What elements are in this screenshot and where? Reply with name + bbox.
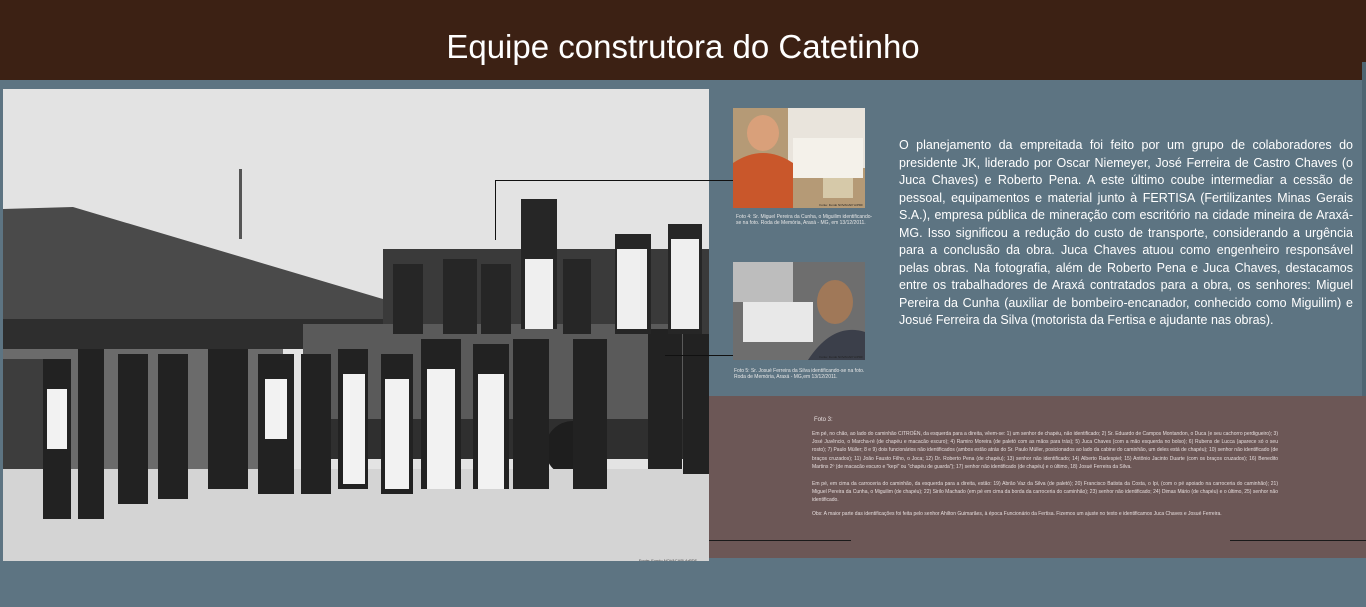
caption-paragraph: Obs: A maior parte das identificações foi feita pelo senhor Ahilton Guimarães, à época Funcionário da Fertisa. Fizemos um ajuste no texto e identificamos Juca Chaves e Josué Ferreira. bbox=[812, 511, 1222, 517]
divider bbox=[709, 540, 851, 541]
caption-paragraph: Em pé, no chão, ao lado do caminhão CITROËN, da esquerda para a direita, vêem-se: 1) um senhor de chapéu, não identificado; 2) Sr. Eduardo de Campos Montandon, o Duca (e seu cachorro perdigueiro); 3) José Juvêncio, o Marcha-ré (de chapéu e macacão escuro); 4) Ramiro Moreira (de paletó com as mãos para trás); 5) Juca Chaves (com a mão esquerda no bolso); 6) Rubens de Lucca (aparece só o seu rosto); 7) Paulo Müller; 8 e 9) dois funcionários não identificados (ambos estão atrás do Sr. Paulo Müller, posicionados ao lado da cabine do caminhão, um deles está de chapéu); 10) senhor não identificado (de braços cruzados); 11) João Fausto Filho, o Joca; 12) Dr. Roberto Pena (de chapéu); 13) senhor não identificado; 14) Alberto Radespiel; 15) Antônio Jacinto Duarte (com os braços cruzados); 16) Benedito Martins 2º (de macacão escuro e "kepi" ou "chapéu de guarda"); 17) senhor não identificado (de chapéu) e o último, 18) Josué Ferreira da Silva. bbox=[812, 431, 1278, 470]
thumbnail-illustration bbox=[733, 108, 865, 208]
main-photo-credit: Fonte: Fundo NOVACAP/ ArPDF bbox=[638, 558, 697, 561]
caption-paragraph: Em pé, em cima da carroceria do caminhão, da esquerda para a direita, estão: 19) Abrão Vaz da Silva (de paletó); 20) Francisco Batista da Costa, o Ipi, (com o pé apoiado na carroceria do caminhão); 21) Miguel Pereira da Cunha, o Miguilim (de chapéu); 22) Sirilo Machado (em pé em cima da borda da carroceria do caminhão); 23) senhor não identificado; 24) Dimas Mário (de chapéu) e o último, 25) senhor não identificado. bbox=[812, 481, 1278, 504]
thumbnail-caption: Foto 4: Sr. Miguel Pereira da Cunha, o Miguilim identificando-se na foto. Roda de Memória, Araxá - MG, em 13/12/2011. bbox=[736, 214, 873, 226]
divider bbox=[1230, 540, 1366, 541]
thumbnail-illustration bbox=[733, 262, 865, 360]
caption-title: Foto 3: bbox=[814, 417, 833, 423]
thumbnail-credit: Fonte: Fundo NOVACAP/ ArPDF bbox=[819, 203, 863, 207]
thumbnail-credit: Fonte: Fundo NOVACAP/ ArPDF bbox=[819, 355, 863, 359]
connector-line bbox=[495, 180, 496, 240]
page-title: Equipe construtora do Catetinho bbox=[446, 28, 920, 65]
page-header bbox=[0, 0, 1366, 80]
main-group-photo[interactable] bbox=[3, 89, 709, 561]
photo-caption-box bbox=[709, 396, 1366, 558]
thumbnail-photo-4[interactable] bbox=[733, 108, 865, 208]
connector-line bbox=[665, 355, 733, 356]
group-photo-illustration bbox=[3, 89, 709, 561]
thumbnail-photo-5[interactable] bbox=[733, 262, 865, 360]
connector-line bbox=[495, 180, 733, 181]
main-text: O planejamento da empreitada foi feito por um grupo de colaboradores do presidente JK, liderado por Oscar Niemeyer, José Ferreira de Castro Chaves (o Juca Chaves) e Roberto Pena. A este último coube intermediar a cessão de pessoal, equipamentos e material junto à FERTISA (Fertilizantes Minas Gerais S.A.), empresa pública de mineração com escritório na cidade mineira de Araxá- MG. Isso significou a redução do custo de transporte, considerando a urgência para a conclusão da obra. Juca Chaves atuou como engenheiro responsável pelas obras. Na fotografia, além de Roberto Pena e Juca Chaves, destacamos entre os trabalhadores de Araxá contratados para a obra, os senhores: Miguel Pereira da Cunha (auxiliar de bombeiro-encanador, conhecido como Miguilim) e Josué Ferreira da Silva (motorista da Fertisa e ajudante nas obras). bbox=[899, 138, 1353, 327]
thumbnail-caption: Foto 5: Sr. Josué Ferreira da Silva identificando-se na foto. Roda de Memória, Araxá - MG,em 13/12/2011. bbox=[734, 368, 865, 380]
